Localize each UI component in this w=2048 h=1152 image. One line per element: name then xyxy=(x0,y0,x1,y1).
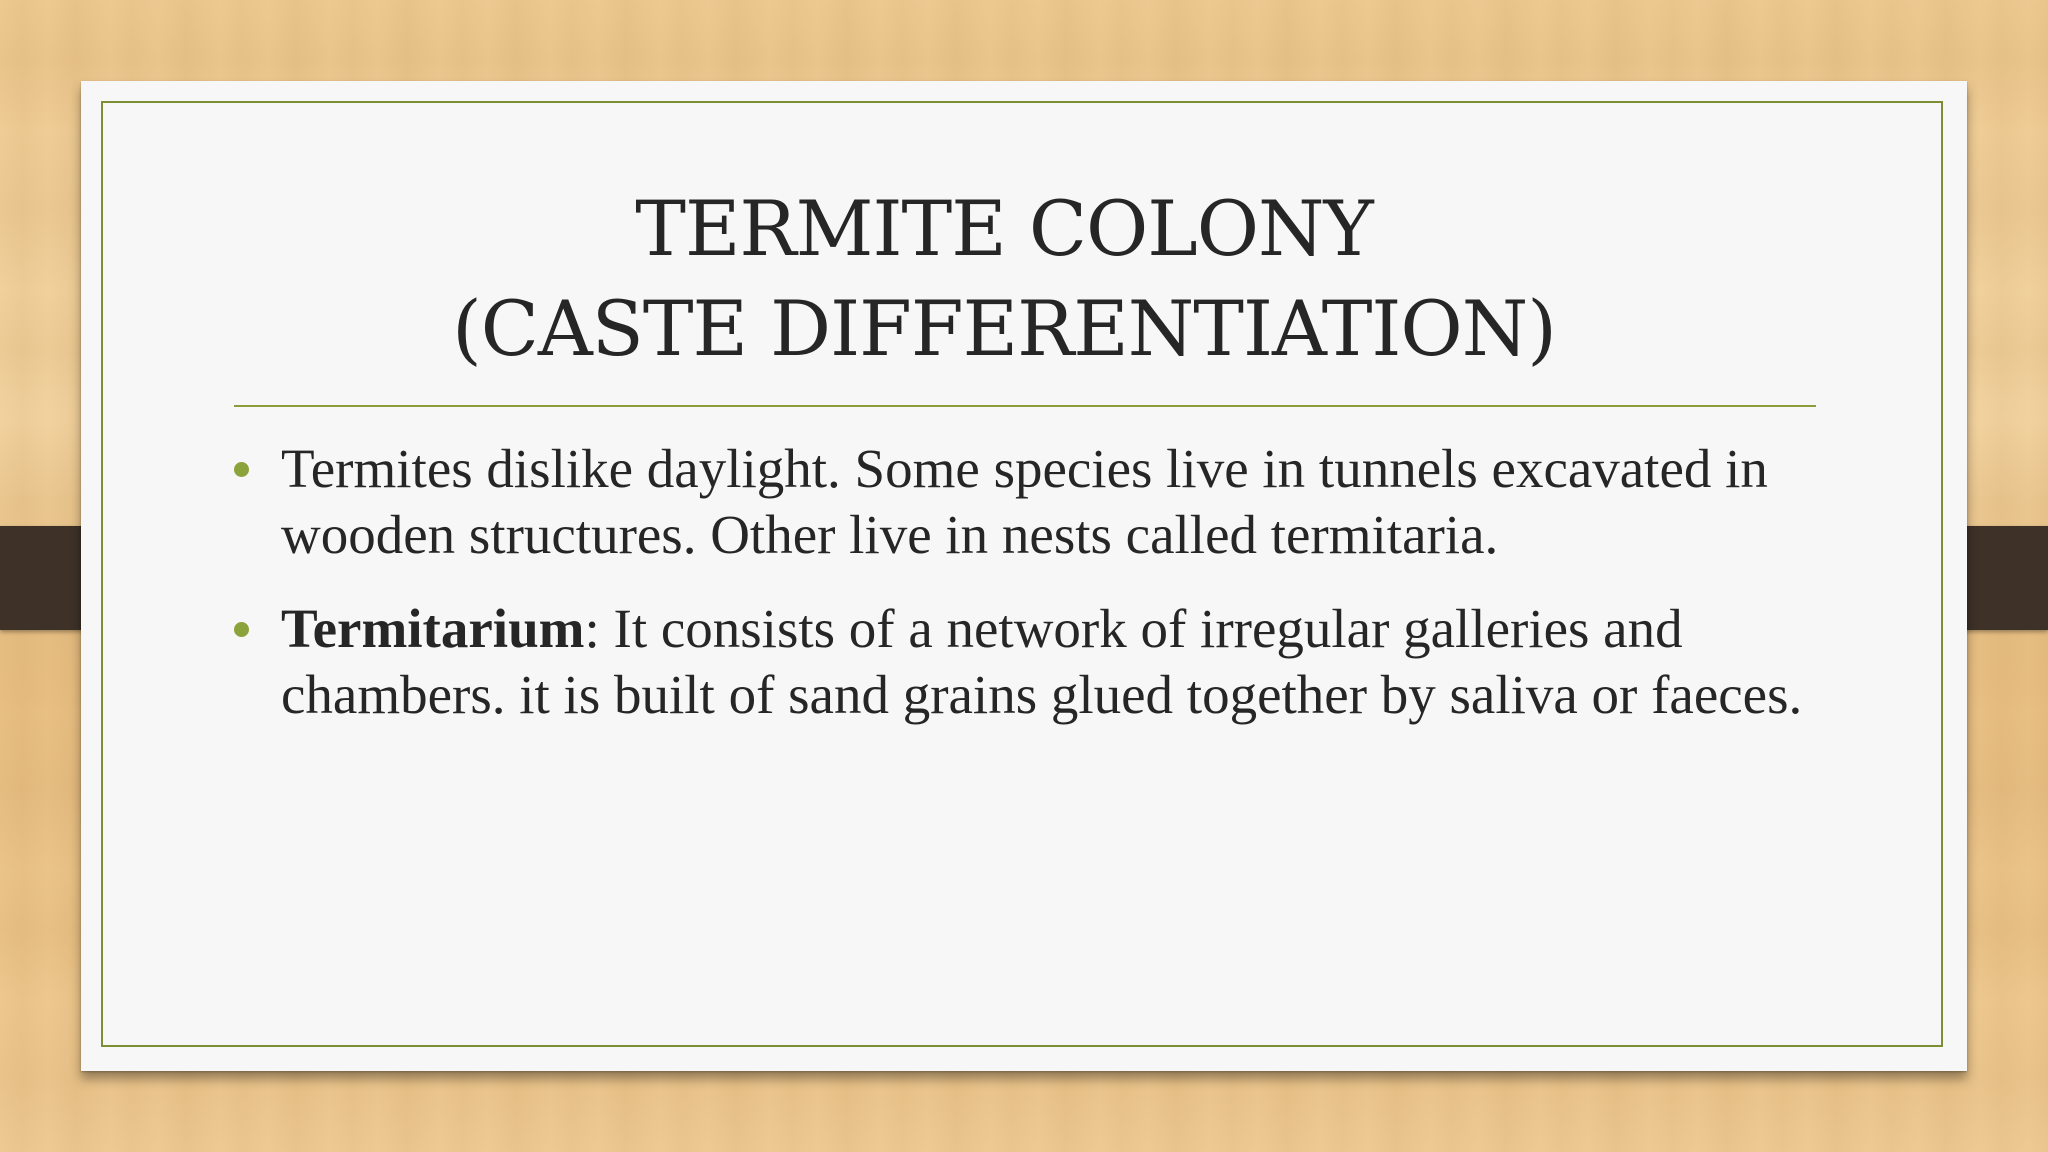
bullet-item-2 xyxy=(234,596,1874,728)
bullet-list xyxy=(234,436,1874,756)
bullet-dot-icon xyxy=(234,462,249,477)
bullet-item-1 xyxy=(234,436,1874,568)
slide-title-line-2: (CASTE DIFFERENTIATION) xyxy=(452,284,1556,373)
slide-card xyxy=(81,81,1967,1071)
bullet-dot-icon xyxy=(234,622,249,637)
bullet-term: Termitarium xyxy=(281,598,585,659)
bullet-text: : It consists of a network of irregular galleries and chambers. it is built of sand grains glued together by saliva or faeces. xyxy=(281,598,1803,725)
title-divider xyxy=(234,405,1816,407)
slide-title xyxy=(181,179,1827,379)
bullet-text: Termites dislike daylight. Some species live in tunnels excavated in wooden structures. Other live in nests called termitaria. xyxy=(281,438,1768,565)
slide-title-line-1: TERMITE COLONY xyxy=(635,184,1373,273)
